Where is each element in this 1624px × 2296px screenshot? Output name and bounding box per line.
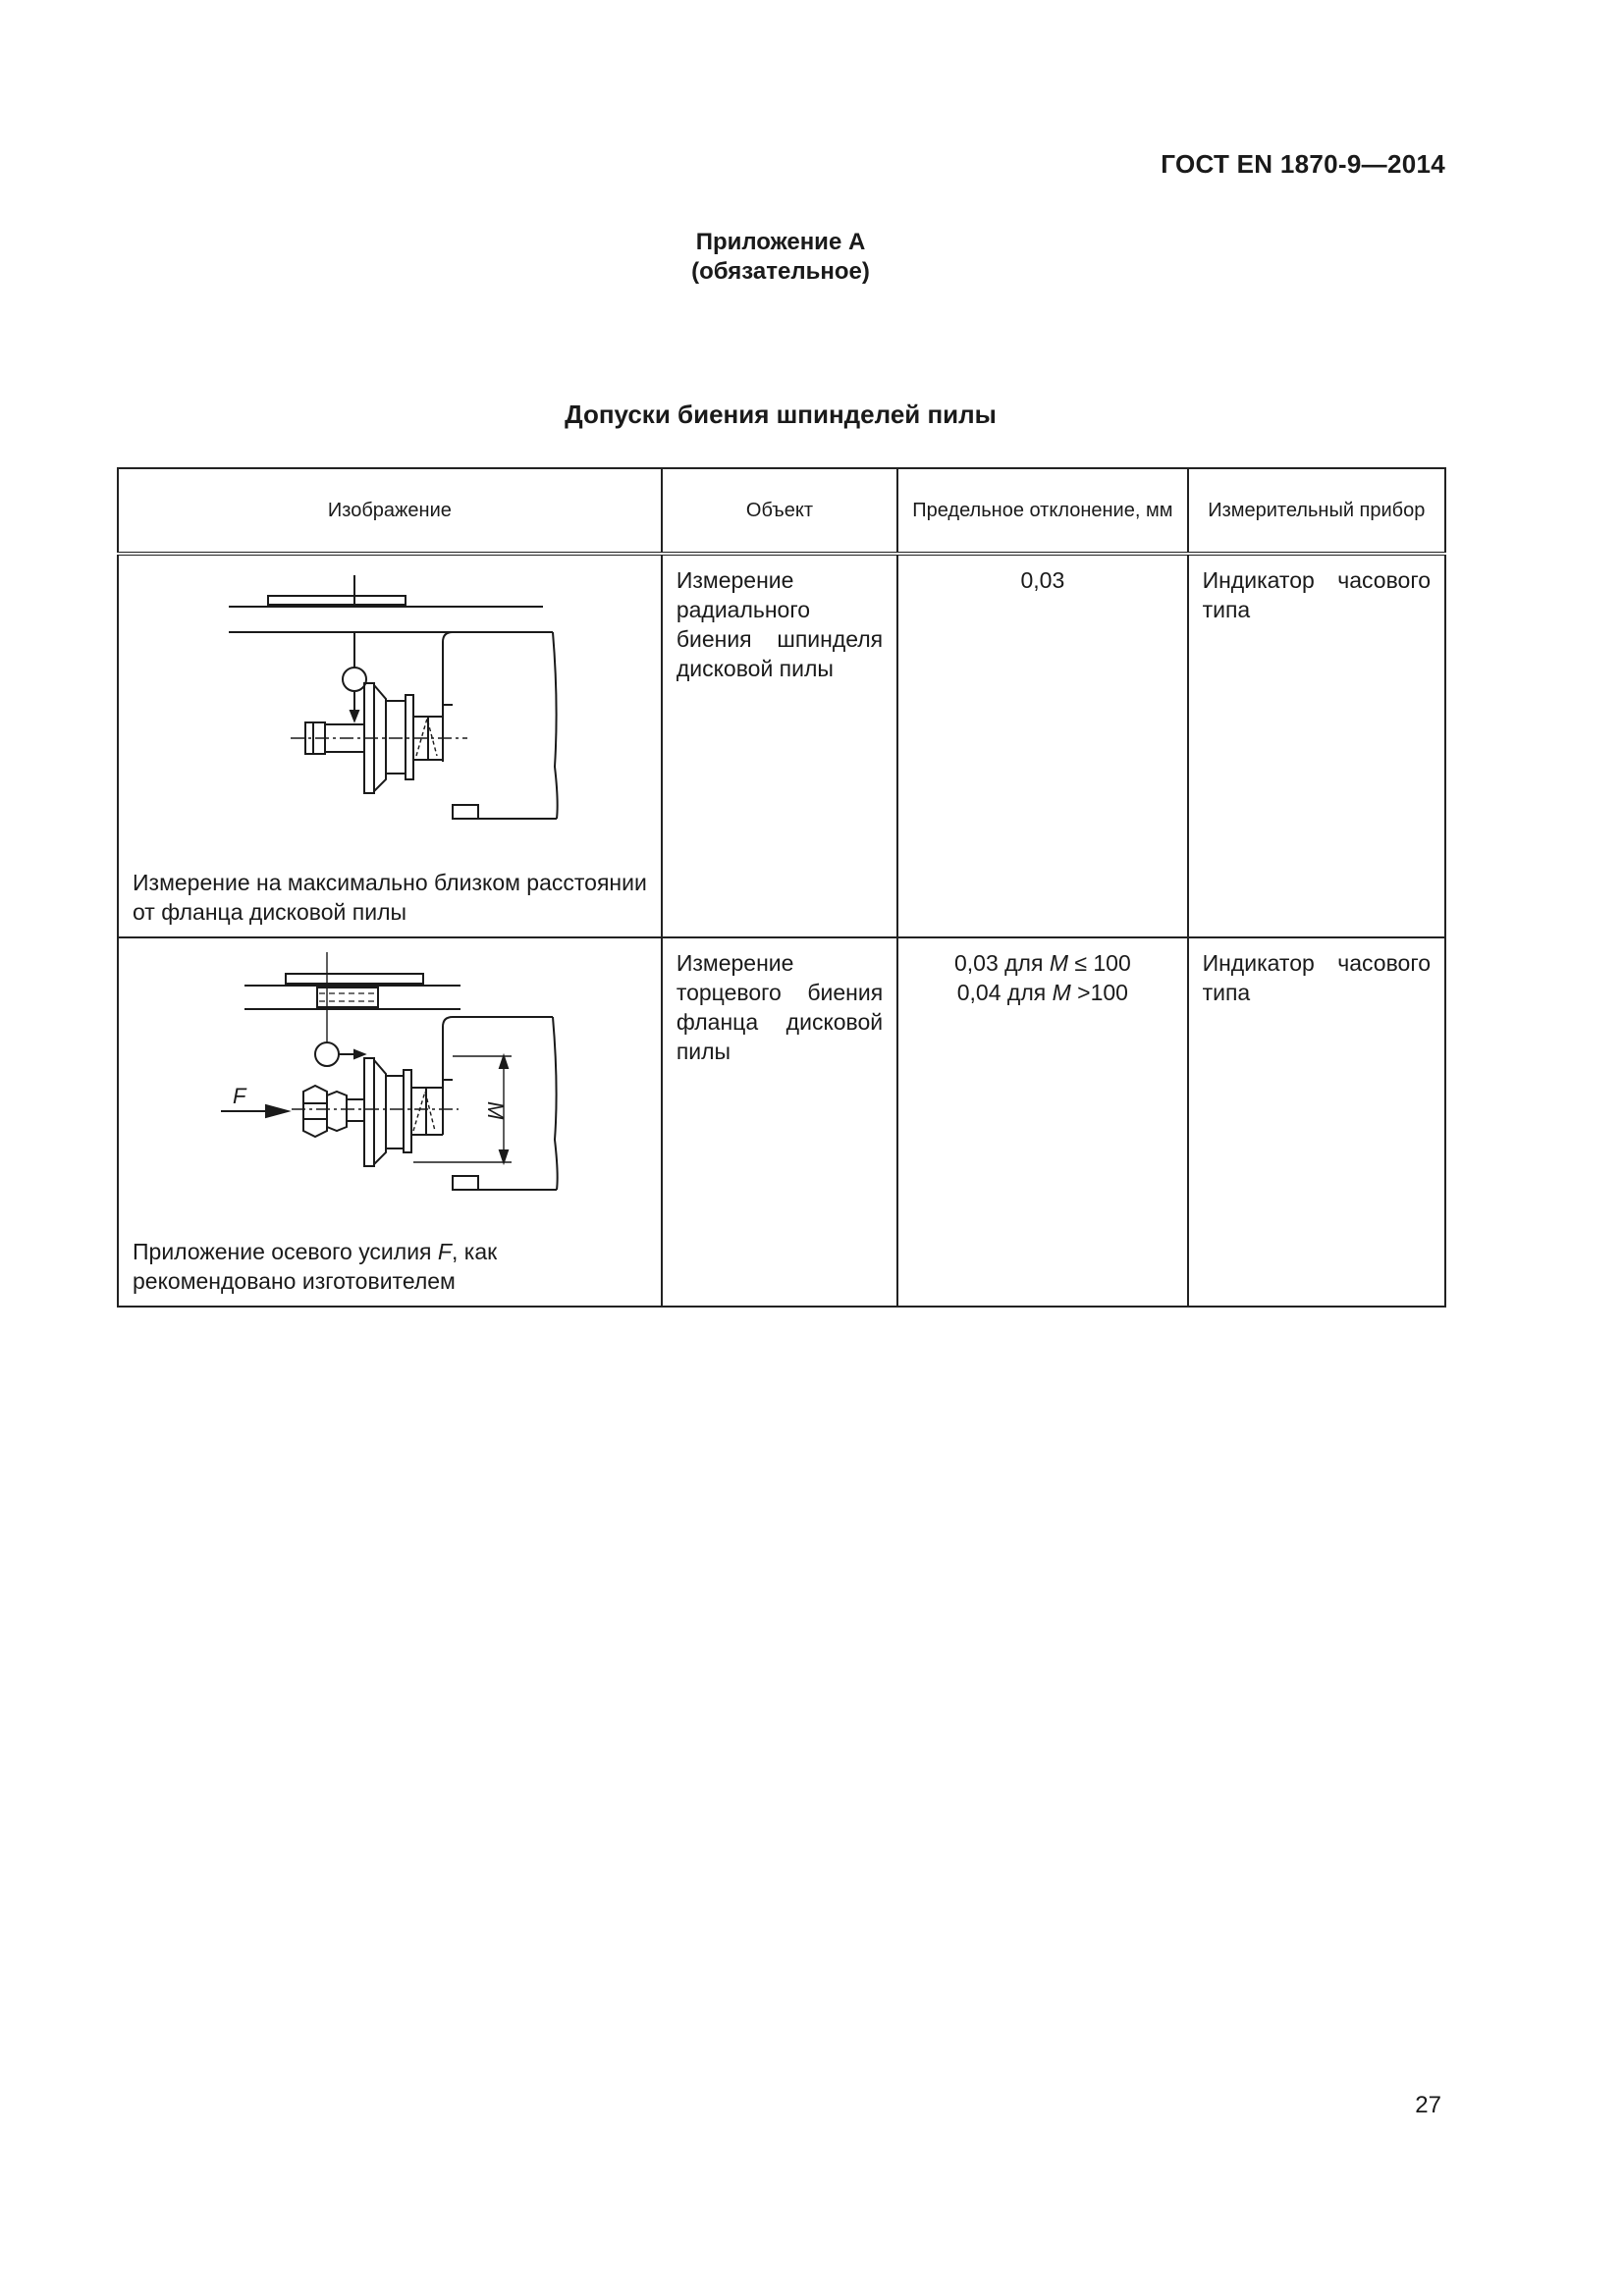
tolerance-line bbox=[912, 978, 1172, 1007]
table-row bbox=[118, 937, 1445, 1307]
header-tolerance: Предельное отклонение, мм bbox=[897, 468, 1187, 554]
header-image: Изображение bbox=[118, 468, 662, 554]
annex-status: (обязательное) bbox=[691, 258, 870, 285]
dimension-label: M bbox=[483, 1101, 508, 1120]
annex-title: Приложение А bbox=[695, 229, 866, 255]
image-caption: Измерение на максимально близком расстоянии от фланца дисковой пилы bbox=[133, 870, 647, 925]
tolerance-text: >100 bbox=[1070, 980, 1128, 1005]
annex-heading bbox=[0, 228, 1561, 287]
instrument-text: Индикатор часового типа bbox=[1202, 950, 1431, 1005]
force-label: F bbox=[233, 1084, 246, 1108]
tolerance-text: ≤ 100 bbox=[1067, 950, 1131, 976]
image-caption bbox=[133, 1237, 651, 1296]
instrument-text: Индикатор часового типа bbox=[1202, 567, 1431, 622]
runout-tolerance-table bbox=[117, 467, 1446, 1308]
object-text: Измерение радиального биения шпинделя дисковой пилы bbox=[676, 567, 884, 681]
table-header-row bbox=[118, 468, 1445, 554]
axial-runout-diagram bbox=[119, 938, 662, 1213]
tolerance-variable: M bbox=[1049, 950, 1068, 976]
tolerance-cell bbox=[897, 554, 1187, 937]
page-number: 27 bbox=[1415, 2092, 1441, 2118]
image-cell bbox=[118, 554, 662, 937]
object-cell bbox=[662, 937, 897, 1307]
header-instrument: Измерительный прибор bbox=[1188, 468, 1445, 554]
caption-text: Приложение осевого усилия bbox=[133, 1239, 438, 1264]
object-cell bbox=[662, 554, 897, 937]
tolerance-value: 0,03 bbox=[1020, 567, 1065, 593]
object-text: Измерение торцевого биения фланца дисковой пилы bbox=[676, 950, 884, 1064]
table-row bbox=[118, 554, 1445, 937]
tolerance-text: 0,03 для bbox=[953, 950, 1050, 976]
radial-runout-diagram bbox=[119, 556, 662, 850]
header-object: Объект bbox=[662, 468, 897, 554]
tolerance-cell bbox=[897, 937, 1187, 1307]
tolerance-variable: M bbox=[1052, 980, 1071, 1005]
tolerance-text: 0,04 для bbox=[956, 980, 1053, 1005]
instrument-cell bbox=[1188, 554, 1445, 937]
image-cell bbox=[118, 937, 662, 1307]
document-code: ГОСТ EN 1870-9—2014 bbox=[1161, 149, 1445, 179]
tolerance-values bbox=[898, 938, 1186, 1007]
instrument-cell bbox=[1188, 937, 1445, 1307]
caption-variable: F bbox=[437, 1239, 452, 1264]
table-title: Допуски биения шпинделей пилы bbox=[565, 400, 997, 429]
tolerance-line bbox=[912, 948, 1172, 978]
caption-text: , как рекомендовано изготовителем bbox=[133, 1239, 498, 1294]
